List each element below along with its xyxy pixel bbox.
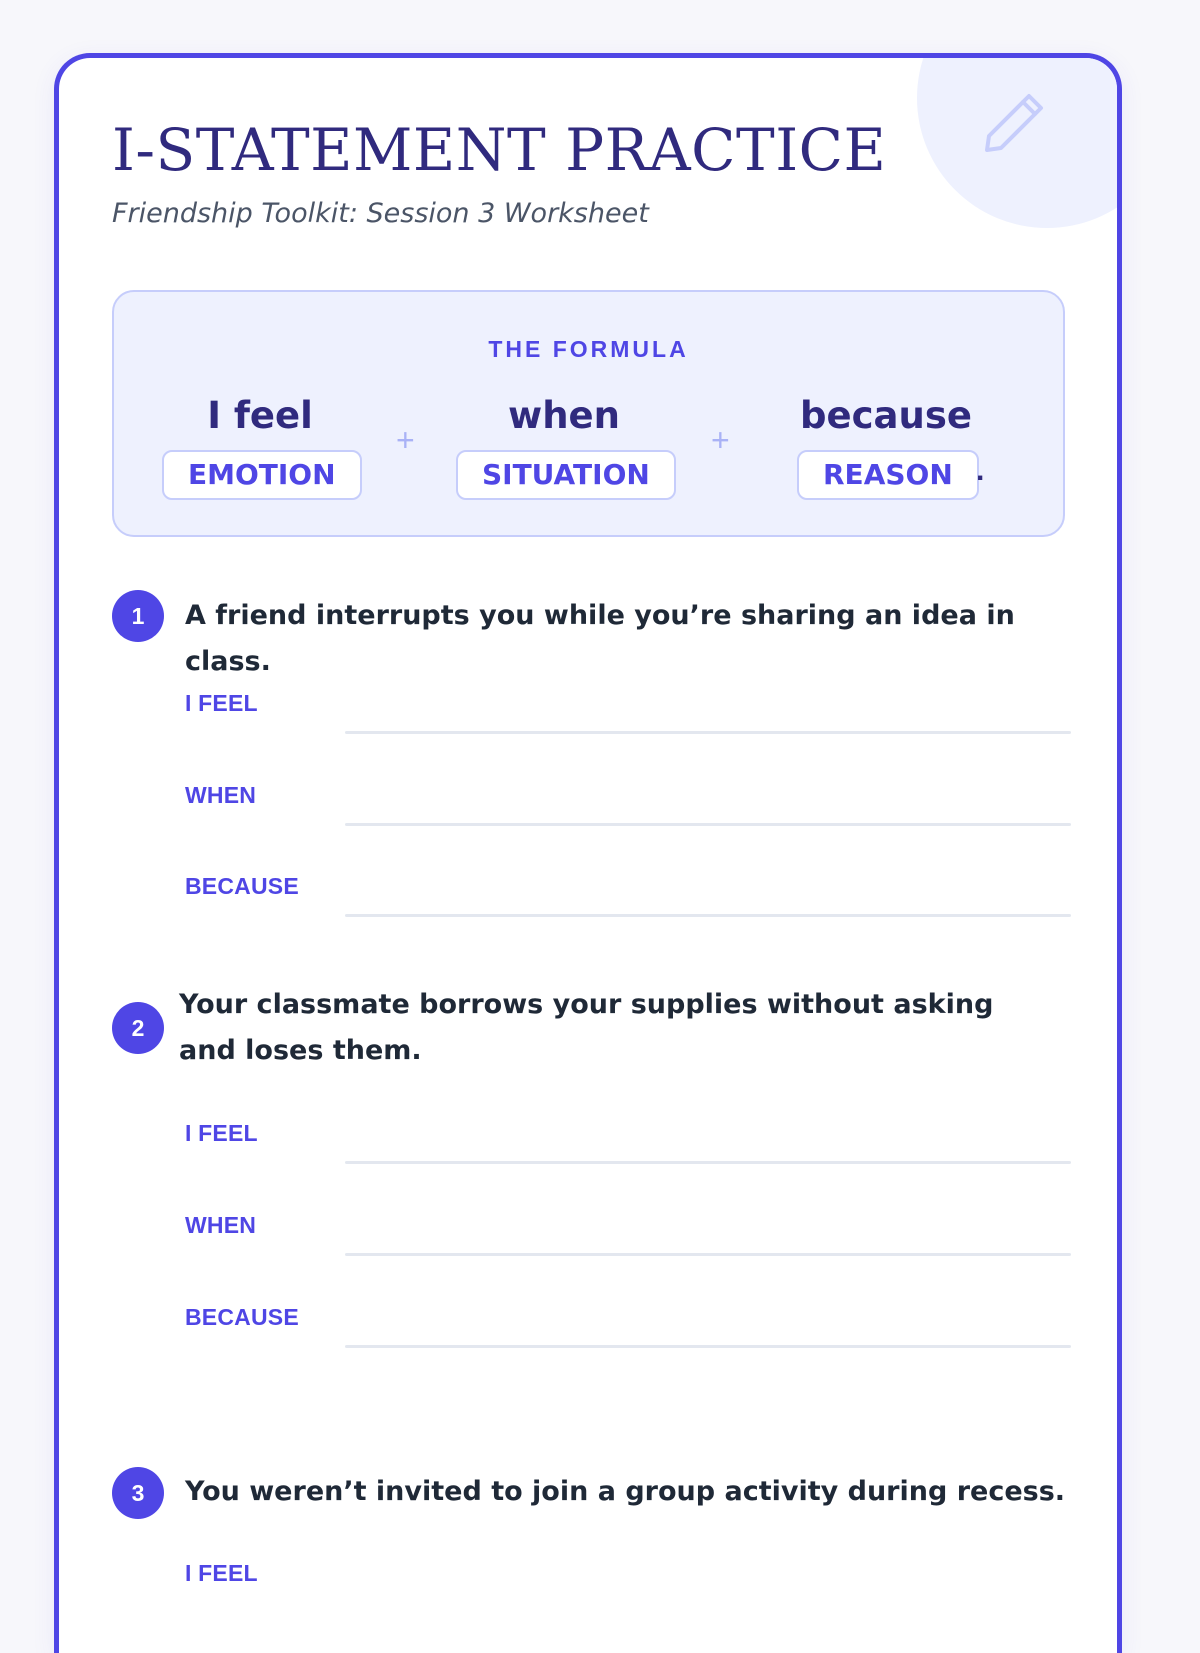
question-number-badge: 3 bbox=[112, 1467, 164, 1519]
question-number-badge: 1 bbox=[112, 590, 164, 642]
answer-line-when[interactable] bbox=[345, 823, 1071, 826]
field-label-because: BECAUSE bbox=[185, 873, 299, 899]
formula-slot-reason: REASON bbox=[797, 450, 979, 500]
question-text: You weren’t invited to join a group activity during recess. bbox=[185, 1476, 1066, 1507]
page-subtitle: Friendship Toolkit: Session 3 Worksheet bbox=[112, 198, 649, 229]
answer-line-because[interactable] bbox=[345, 914, 1071, 917]
question-text: A friend interrupts you while you’re sharing an idea in class. bbox=[185, 600, 1015, 677]
formula-part-reason bbox=[797, 394, 975, 500]
formula-part-situation bbox=[456, 394, 672, 500]
answer-line-i-feel[interactable] bbox=[345, 1161, 1071, 1164]
corner-decoration bbox=[917, 53, 1122, 228]
pencil-icon bbox=[979, 76, 1059, 156]
field-label-i-feel: I FEEL bbox=[185, 1120, 258, 1146]
formula-word: because bbox=[800, 394, 972, 437]
field-label-i-feel: I FEEL bbox=[185, 690, 258, 716]
formula-word: when bbox=[508, 394, 620, 437]
formula-slot-situation: SITUATION bbox=[456, 450, 676, 500]
answer-line-because[interactable] bbox=[345, 1345, 1071, 1348]
question-text: Your classmate borrows your supplies without asking and loses them. bbox=[179, 989, 994, 1066]
field-label-when: WHEN bbox=[185, 782, 257, 808]
formula-word: I feel bbox=[207, 394, 313, 437]
answer-line-when[interactable] bbox=[345, 1253, 1071, 1256]
formula-slot-emotion: EMOTION bbox=[162, 450, 362, 500]
field-label-when: WHEN bbox=[185, 1212, 257, 1238]
field-label-because: BECAUSE bbox=[185, 1304, 299, 1330]
worksheet-card bbox=[54, 53, 1122, 1653]
page-title: I-STATEMENT PRACTICE bbox=[112, 116, 887, 184]
question-number-badge: 2 bbox=[112, 1002, 164, 1054]
formula-heading: THE FORMULA bbox=[488, 336, 689, 362]
formula-plus: + bbox=[396, 422, 415, 458]
answer-line-i-feel[interactable] bbox=[345, 731, 1071, 734]
field-label-i-feel: I FEEL bbox=[185, 1560, 258, 1586]
formula-period: . bbox=[976, 454, 985, 487]
formula-part-emotion bbox=[162, 394, 358, 500]
formula-plus: + bbox=[711, 422, 730, 458]
formula-panel bbox=[112, 290, 1065, 537]
